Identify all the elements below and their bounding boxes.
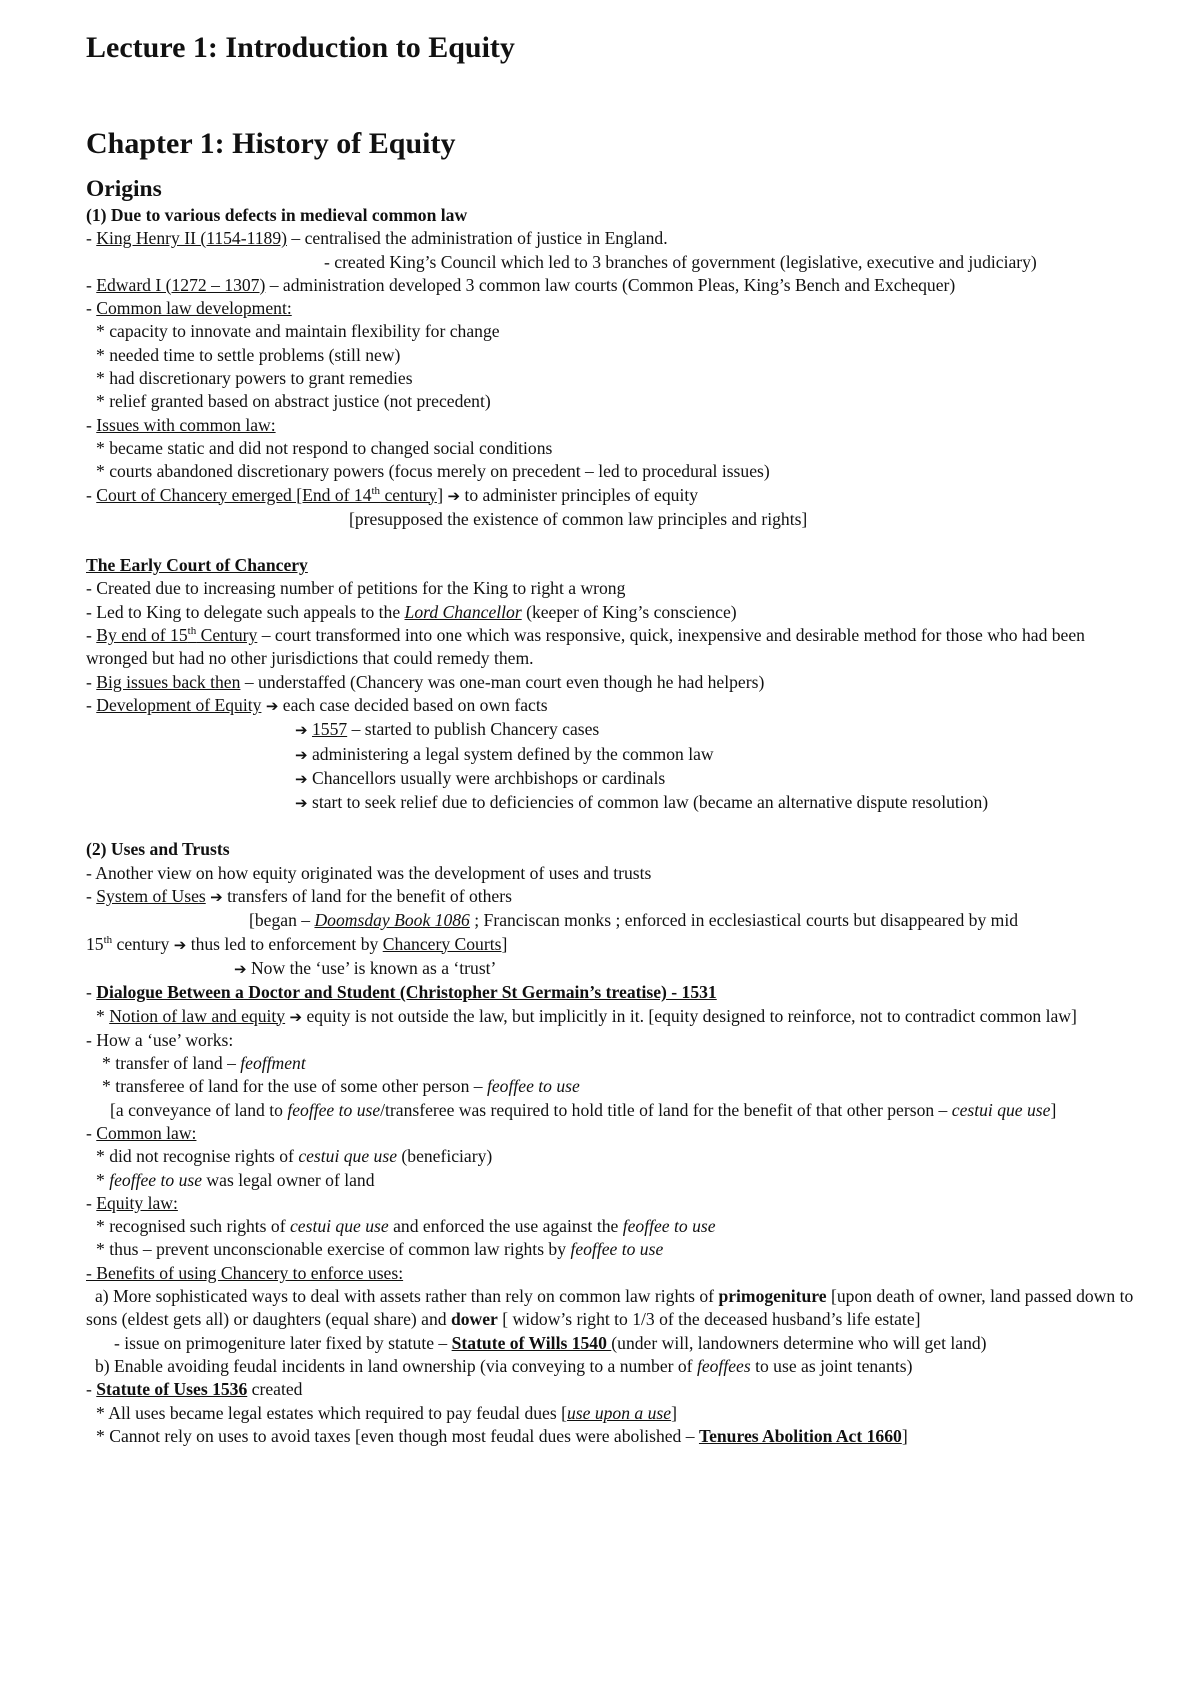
superscript: th <box>187 625 197 638</box>
how-use-works: - How a ‘use’ works: <box>86 1029 234 1050</box>
ben-b1: b) Enable avoiding feudal incidents in land ownership (via conveying to a number of <box>95 1355 697 1376</box>
edward-line: - Edward I (1272 – 1307) – administration developed 3 common law courts (Common Pleas, King’s Bench and Exchequer) <box>86 274 956 295</box>
ben-a3: [upon death of owner, land passed down to sons (eldest gets all) or daughters (equal share) and <box>86 1286 1134 1330</box>
issues-label-line: - Issues with common law: <box>86 414 276 435</box>
how-2a: * transferee of land for the use of some other person – <box>102 1076 487 1097</box>
eq-1c: and enforced the use against the <box>388 1216 623 1237</box>
chancery-label <box>96 485 443 505</box>
how-1b: feoffment <box>240 1053 306 1074</box>
list-item: * feoffee to use was legal owner of land <box>96 1169 375 1190</box>
arrow-icon: ➔ <box>295 745 308 764</box>
statute-of-uses-text: created <box>247 1379 303 1400</box>
arrow-icon: ➔ <box>289 1007 303 1026</box>
system-of-uses-line: - System of Uses ➔ transfers of land for the benefit of others <box>86 886 512 907</box>
list-item: * became static and did not respond to changed social conditions <box>96 437 553 458</box>
chancery-line: - Court of Chancery emerged [End of 14th century] ➔ to administer principles of equity <box>86 484 699 505</box>
lord-chancellor: Lord Chancellor <box>404 601 522 622</box>
chancery-courts: Chancery Courts <box>382 933 502 954</box>
doomsday-book: Doomsday Book 1086 <box>314 910 470 931</box>
issue-a: - issue on primogeniture later fixed by statute – <box>114 1332 452 1353</box>
arrow-icon: ➔ <box>295 721 308 740</box>
feoffees: feoffees <box>696 1355 751 1376</box>
chancery-line-2: [presupposed the existence of common law principles and rights] <box>349 508 808 529</box>
began-e: thus led to enforcement by <box>186 933 383 954</box>
big-issues-label: Big issues back then <box>96 671 241 692</box>
common-law-label-line: - Common law: <box>86 1122 197 1143</box>
primogeniture-issue <box>86 1332 1136 1355</box>
notion-line: * Notion of law and equity ➔ equity is not outside the law, but implicitly in it. [equity designed to reinforce, not to contradict common law] <box>96 1005 1077 1026</box>
eq-1b: cestui que use <box>290 1216 389 1237</box>
list-item: * did not recognise rights of cestui que use (beneficiary) <box>96 1146 493 1167</box>
edward-text: – administration developed 3 common law courts (Common Pleas, King’s Bench and Exchequer) <box>265 274 956 295</box>
eq-2b: feoffee to use <box>570 1239 664 1260</box>
list-item: * capacity to innovate and maintain flexibility for change <box>96 321 500 342</box>
arrow-icon: ➔ <box>447 486 461 505</box>
list-item-text: relief granted based on abstract justice (not precedent) <box>109 391 491 412</box>
ben-b3: to use as joint tenants) <box>750 1355 913 1376</box>
cl-1c: (beneficiary) <box>397 1146 493 1167</box>
began-line-2 <box>86 933 1136 957</box>
how-2b: feoffee to use <box>486 1076 580 1097</box>
development-1557-line <box>86 718 1136 742</box>
list-item <box>86 791 1136 815</box>
statute-of-uses-line: - Statute of Uses 1536 created <box>86 1379 303 1400</box>
early-court-heading: The Early Court of Chancery <box>86 555 308 576</box>
eq-1a: recognised such rights of <box>109 1216 290 1237</box>
system-of-uses-label: System of Uses <box>96 886 206 907</box>
now-trust-text: Now the ‘use’ is known as a ‘trust’ <box>246 957 497 978</box>
dialogue-title: Dialogue Between a Doctor and Student (Christopher St Germain’s treatise) - 1531 <box>96 982 717 1003</box>
early-line-2b: (keeper of King’s conscience) <box>521 601 737 622</box>
issue-c: (under will, landowners determine who will get land) <box>611 1332 987 1353</box>
by-end-label <box>96 625 257 645</box>
benefit-a <box>86 1285 1136 1332</box>
statute-of-wills: Statute of Wills 1540 <box>451 1332 612 1353</box>
list-item: * needed time to settle problems (still new) <box>96 344 401 365</box>
big-issues-text: – understaffed (Chancery was one-man court even though he had helpers) <box>240 671 765 692</box>
origins-subheading: (1) Due to various defects in medieval common law <box>86 205 468 225</box>
list-item-text: needed time to settle problems (still new) <box>109 344 401 365</box>
list-item: * courts abandoned discretionary powers (focus merely on precedent – led to procedural issues) <box>96 461 770 482</box>
list-item: * thus – prevent unconscionable exercise of common law rights by feoffee to use <box>96 1239 664 1260</box>
notion-label: Notion of law and equity <box>109 1005 286 1026</box>
list-item: * had discretionary powers to grant remedies <box>96 368 413 389</box>
uses-line-1: - Another view on how equity originated was the development of uses and trusts <box>86 862 652 883</box>
list-item: * All uses became legal estates which required to pay feudal dues [use upon a use] <box>96 1402 677 1423</box>
development-line: - Development of Equity ➔ each case decided based on own facts <box>86 694 548 715</box>
dialogue-line: - Dialogue Between a Doctor and Student (Christopher St Germain’s treatise) - 1531 <box>86 982 717 1003</box>
sou-1c: ] <box>671 1402 677 1423</box>
cl-2b: was legal owner of land <box>202 1169 375 1190</box>
common-law-label: Common law: <box>96 1122 197 1143</box>
use-upon-a-use: use upon a use <box>566 1402 672 1423</box>
edward-label: Edward I (1272 – 1307) <box>96 274 266 295</box>
development-text: each case decided based on own facts <box>278 694 548 715</box>
cl-1a: did not recognise rights of <box>109 1146 299 1167</box>
by-end-a: By end of 15 <box>96 625 188 646</box>
by-end-text: – court transformed into one which was responsive, quick, inexpensive and desirable method for those who had been wronged but had no other jurisdictions that could remedy them. <box>86 625 1085 669</box>
ben-a1: a) More sophisticated ways to deal with assets rather than rely on common law rights of <box>95 1286 719 1307</box>
ben-a5: [ widow’s right to 1/3 of the deceased husband’s life estate] <box>497 1309 921 1330</box>
list-item-text: courts abandoned discretionary powers (focus merely on precedent – led to procedural issues) <box>109 461 770 482</box>
list-item <box>86 1075 1136 1098</box>
henry-line: - King Henry II (1154-1189) – centralised the administration of justice in England. <box>86 228 668 249</box>
benefit-b <box>86 1355 1136 1378</box>
list-item <box>86 767 1136 791</box>
arrow-icon: ➔ <box>295 794 308 813</box>
uses-heading: (2) Uses and Trusts <box>86 839 230 860</box>
development-label: Development of Equity <box>96 694 262 715</box>
list-item: * Cannot rely on uses to avoid taxes [even though most feudal dues were abolished – Tenures Abolition Act 1660] <box>96 1425 908 1446</box>
notion-text: equity is not outside the law, but implicitly in it. [equity designed to reinforce, not to contradict common law] <box>302 1005 1077 1026</box>
origins-heading: Origins <box>86 176 162 202</box>
conv-b: feoffee to use <box>287 1099 381 1120</box>
big-issues-line: - Big issues back then – understaffed (Chancery was one-man court even though he had helpers) <box>86 671 765 692</box>
began-a: [began – <box>249 910 315 931</box>
chancery-label-b: century] <box>380 484 444 505</box>
henry-text: – centralised the administration of justice in England. <box>286 228 668 249</box>
began-c: 15 <box>86 933 104 954</box>
conv-e: ] <box>1050 1099 1057 1120</box>
list-item <box>86 1052 1136 1075</box>
by-end-line: - By end of 15th Century – court transformed into one which was responsive, quick, inexpensive and desirable method for those who had been wronged but had no other jurisdictions that could remedy them. <box>86 625 1085 669</box>
document-body <box>86 28 1136 1448</box>
cld-label: Common law development: <box>96 298 292 319</box>
equity-law-label-line: - Equity law: <box>86 1192 178 1213</box>
conveyance-line <box>86 1099 1136 1122</box>
issues-label: Issues with common law: <box>96 414 276 435</box>
arrow-icon: ➔ <box>173 935 187 954</box>
primogeniture: primogeniture <box>718 1286 827 1307</box>
arrow-icon: ➔ <box>295 769 308 788</box>
equity-law-label: Equity law: <box>96 1192 178 1213</box>
cl-2a: feoffee to use <box>109 1169 203 1190</box>
began-b: ; Franciscan monks ; enforced in ecclesiastical courts but disappeared by mid <box>469 910 1019 931</box>
development-1557-text: – started to publish Chancery cases <box>347 719 600 740</box>
early-line-2 <box>86 601 1136 624</box>
cld-label-line: - Common law development: <box>86 298 292 319</box>
superscript: th <box>103 933 113 946</box>
sou-1a: All uses became legal estates which required to pay feudal dues [ <box>108 1402 567 1423</box>
eq-1d: feoffee to use <box>622 1216 716 1237</box>
statute-of-uses: Statute of Uses 1536 <box>96 1379 248 1400</box>
began-f: ] <box>501 933 508 954</box>
how-1a: * transfer of land – <box>102 1053 241 1074</box>
list-item-text: became static and did not respond to changed social conditions <box>109 437 553 458</box>
sou-2a: Cannot rely on uses to avoid taxes [even though most feudal dues were abolished – <box>109 1425 699 1446</box>
tenures-abolition-act: Tenures Abolition Act 1660 <box>698 1425 902 1446</box>
chancery-label-a: Court of Chancery emerged [End of 14 <box>96 484 372 505</box>
henry-line-2: - created King’s Council which led to 3 branches of government (legislative, executive and judiciary) <box>324 251 1037 272</box>
chapter-title: Chapter 1: History of Equity <box>86 127 456 160</box>
early-line-2a: - Led to King to delegate such appeals to the <box>86 601 405 622</box>
sou-2c: ] <box>901 1425 908 1446</box>
henry-label: King Henry II (1154-1189) <box>96 228 287 249</box>
began-d: century <box>112 933 174 954</box>
conv-c: /transferee was required to hold title of land for the benefit of that other person – <box>380 1099 952 1120</box>
superscript: th <box>371 484 381 497</box>
dower: dower <box>450 1309 498 1330</box>
system-of-uses-text: transfers of land for the benefit of others <box>222 886 512 907</box>
by-end-b: Century <box>196 625 258 646</box>
began-line <box>86 909 1136 932</box>
arrow-icon: ➔ <box>234 959 247 978</box>
chancery-text: to administer principles of equity <box>460 484 699 505</box>
list-item-text: capacity to innovate and maintain flexibility for change <box>109 321 500 342</box>
conv-a: [a conveyance of land to <box>110 1099 288 1120</box>
early-line-1: - Created due to increasing number of petitions for the King to right a wrong <box>86 578 626 599</box>
list-item-text: start to seek relief due to deficiencies of common law (became an alternative dispute resolution) <box>311 792 989 813</box>
list-item: * recognised such rights of cestui que use and enforced the use against the feoffee to use <box>96 1216 716 1237</box>
now-trust-line <box>86 957 1136 981</box>
cl-1b: cestui que use <box>298 1146 398 1167</box>
list-item: * relief granted based on abstract justice (not precedent) <box>96 391 491 412</box>
year-1557: 1557 <box>311 719 348 740</box>
eq-2a: thus – prevent unconscionable exercise of common law rights by <box>109 1239 571 1260</box>
list-item <box>86 743 1136 767</box>
arrow-icon: ➔ <box>265 696 279 715</box>
list-item-text: Chancellors usually were archbishops or cardinals <box>311 767 666 788</box>
benefits-label: - Benefits of using Chancery to enforce uses: <box>86 1262 404 1283</box>
lecture-title: Lecture 1: Introduction to Equity <box>86 31 515 64</box>
list-item-text: administering a legal system defined by the common law <box>311 743 714 764</box>
arrow-icon: ➔ <box>210 888 223 907</box>
list-item-text: had discretionary powers to grant remedies <box>109 368 413 389</box>
conv-d: cestui que use <box>951 1099 1051 1120</box>
